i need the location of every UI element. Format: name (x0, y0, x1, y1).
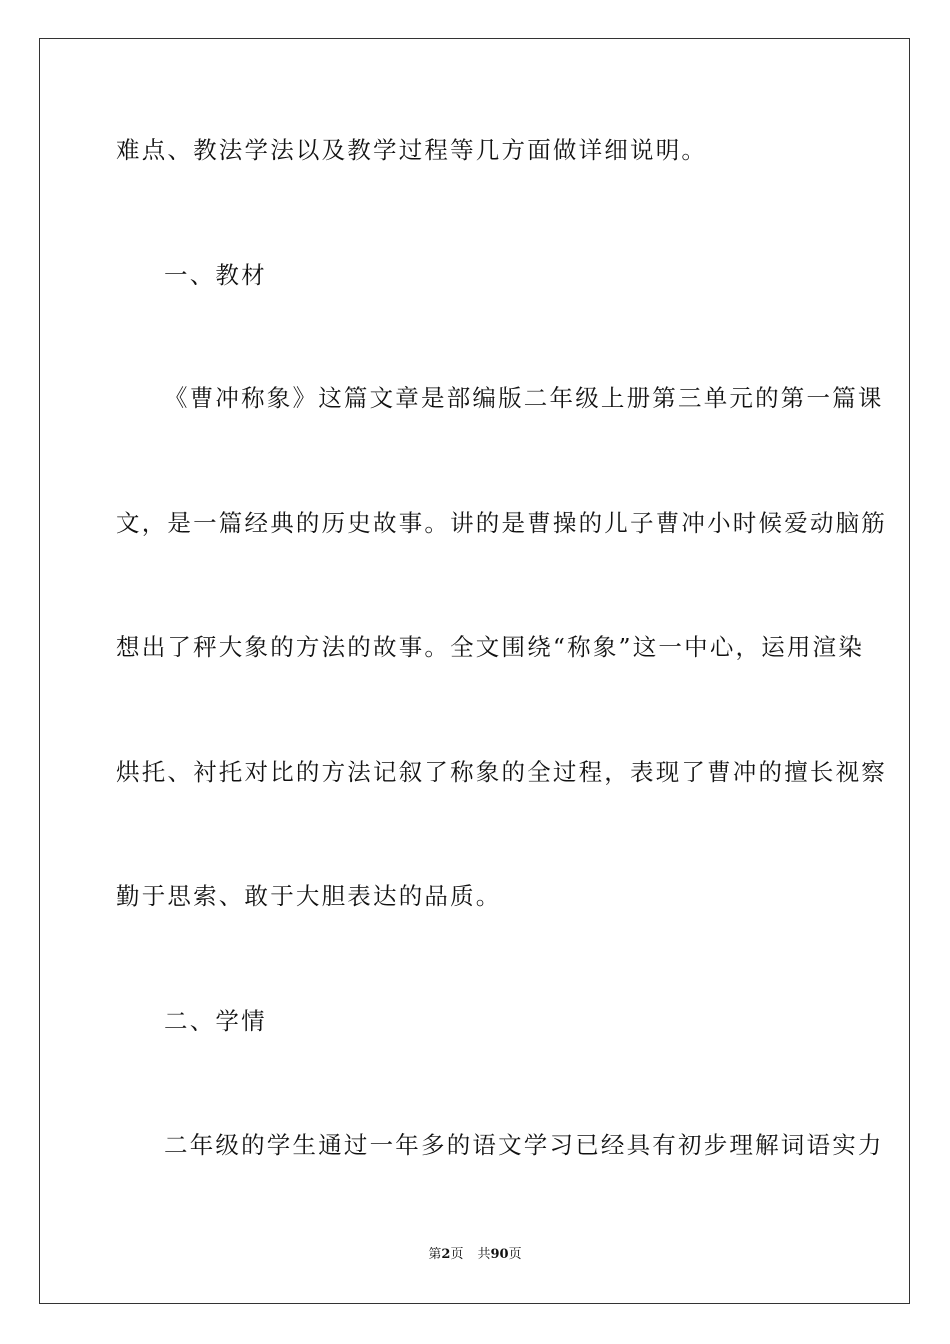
page-footer (0, 1246, 950, 1264)
total-pages: 90 (490, 1247, 509, 1262)
total-label-prefix: 共 (477, 1247, 491, 1262)
body-text-line: 难点、教法学法以及教学过程等几方面做详细说明。 (116, 136, 708, 164)
body-text-line: 烘托、衬托对比的方法记叙了称象的全过程，表现了曹冲的擅长视察 (116, 758, 887, 786)
body-text-line: 勤于思索、敢于大胆表达的品质。 (116, 882, 502, 910)
section-heading: 一、教材 (164, 261, 267, 289)
page-number: 2 (441, 1247, 451, 1262)
page-border (39, 38, 910, 1304)
page-label-suffix: 页 (450, 1247, 464, 1262)
body-text-line: 《曹冲称象》这篇文章是部编版二年级上册第三单元的第一篇课 (164, 384, 884, 412)
page-label-prefix: 第 (428, 1247, 442, 1262)
body-text-line: 文，是一篇经典的历史故事。讲的是曹操的儿子曹冲小时候爱动脑筋 (116, 509, 887, 537)
section-heading: 二、学情 (164, 1007, 267, 1035)
total-label-suffix: 页 (508, 1247, 522, 1262)
body-text-line: 想出了秤大象的方法的故事。全文围绕“称象”这一中心，运用渲染 (116, 633, 865, 661)
body-text-line: 二年级的学生通过一年多的语文学习已经具有初步理解词语实力 (164, 1131, 884, 1159)
